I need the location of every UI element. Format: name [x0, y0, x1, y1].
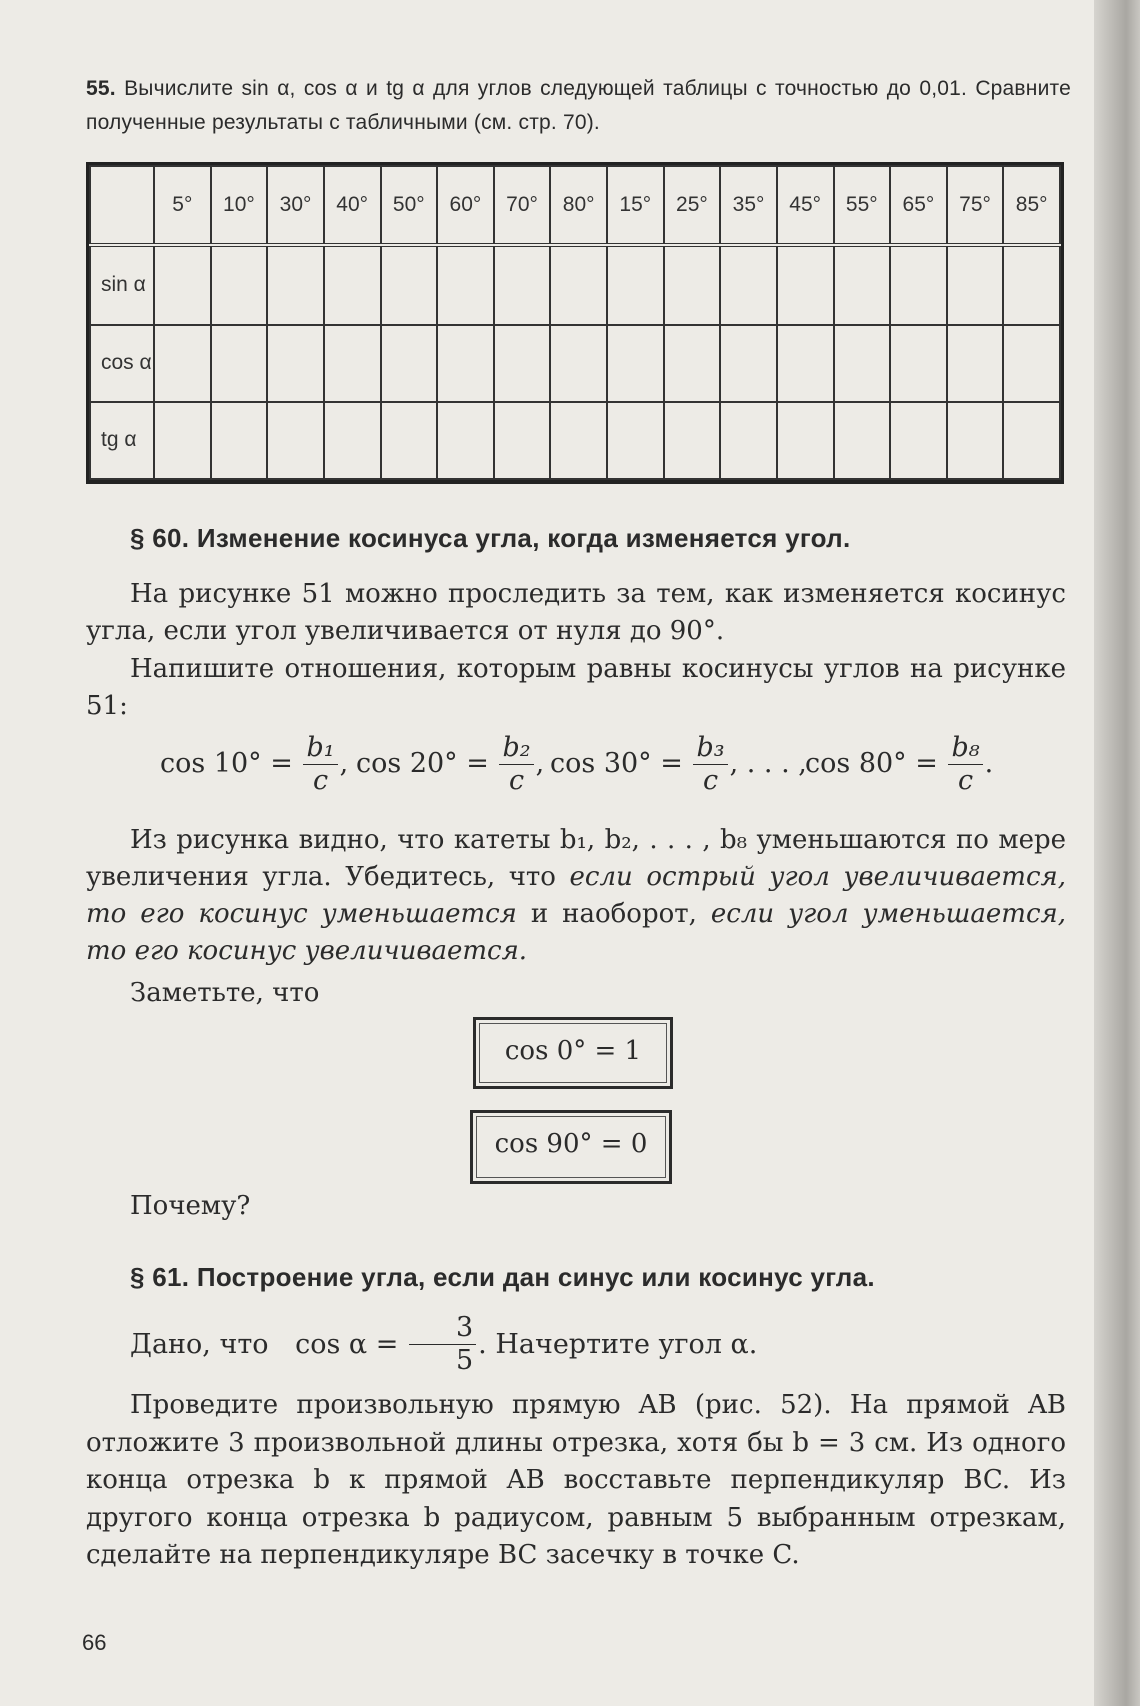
paragraph-3-italic-1: если острый угол увеличивается, то его косинус уменьшается	[86, 862, 1066, 929]
table-empty-cell	[324, 325, 381, 402]
formula-cos10-lhs: cos 10° =	[160, 748, 293, 779]
table-header-angle: 85°	[1003, 166, 1060, 245]
formula-cos20	[356, 728, 544, 800]
table-empty-cell	[154, 325, 211, 402]
page-number: 66	[82, 1630, 107, 1655]
table-empty-cell	[154, 402, 211, 479]
table-empty-cell	[267, 325, 324, 402]
table-empty-cell	[777, 325, 834, 402]
exercise-55	[86, 72, 1071, 140]
table-empty-cell	[437, 402, 494, 479]
table-header-angle: 25°	[664, 166, 721, 245]
exercise-text: Вычислите sin α, cos α и tg α для углов следующей таблицы с точностью до 0,01. Сравните полученные результаты с табличными (см. стр. 70).	[86, 77, 1071, 134]
formula-separator: .	[984, 748, 994, 779]
page-binding-shadow	[1094, 0, 1140, 1706]
table-empty-cell	[777, 402, 834, 479]
table-header-angle: 10°	[211, 166, 268, 245]
numerator-b1: b₁	[303, 732, 337, 765]
table-empty-cell	[777, 245, 834, 325]
table-empty-cell	[381, 402, 438, 479]
table-header-angle: 35°	[720, 166, 777, 245]
formula-separator: ,	[535, 748, 545, 779]
table-empty-cell	[720, 325, 777, 402]
table-empty-cell	[947, 402, 1004, 479]
table-empty-cell	[834, 402, 891, 479]
table-corner-cell	[90, 166, 154, 245]
formula-separator: , . . . ,	[729, 748, 807, 779]
numerator-3: 3	[409, 1312, 476, 1345]
table-empty-cell	[664, 325, 721, 402]
table-empty-cell	[154, 245, 211, 325]
table-empty-cell	[664, 245, 721, 325]
box-cos90: cos 90° = 0	[470, 1110, 672, 1184]
table-empty-cell	[437, 245, 494, 325]
table-header-angle: 55°	[834, 166, 891, 245]
section-61-title: § 61. Построение угла, если дан синус или косинус угла.	[130, 1262, 875, 1292]
table-empty-cell	[607, 402, 664, 479]
table-empty-cell	[550, 325, 607, 402]
table-empty-cell	[947, 325, 1004, 402]
table-empty-cell	[211, 245, 268, 325]
table-empty-cell	[437, 325, 494, 402]
table-empty-cell	[381, 325, 438, 402]
table-empty-cell	[494, 325, 551, 402]
numerator-b2: b₂	[499, 732, 533, 765]
denominator-5: 5	[455, 1345, 474, 1376]
formula-cos30	[550, 728, 807, 800]
section-60-paragraph-1: На рисунке 51 можно проследить за тем, как изменяется косинус угла, если угол увеличивается от нуля до 90°.	[86, 579, 1066, 646]
table-empty-cell	[211, 402, 268, 479]
table-header-angle: 5°	[154, 166, 211, 245]
table-empty-cell	[267, 402, 324, 479]
formula-cos10	[160, 728, 348, 800]
denominator-c: c	[312, 764, 329, 796]
table-empty-cell	[550, 402, 607, 479]
table-empty-cell	[834, 245, 891, 325]
denominator-c: c	[702, 764, 719, 796]
table-empty-cell	[664, 402, 721, 479]
given-cos-alpha: cos α =	[295, 1329, 399, 1360]
cosine-ratios-formula	[160, 728, 1040, 800]
denominator-c: c	[957, 764, 974, 796]
formula-cos80-lhs: cos 80° =	[805, 748, 938, 779]
table-row-label: cos α	[90, 325, 154, 402]
formula-cos20-lhs: cos 20° =	[356, 748, 489, 779]
note-text: Заметьте, что	[130, 978, 320, 1008]
table-empty-cell	[550, 245, 607, 325]
table-empty-cell	[324, 402, 381, 479]
numerator-b3: b₃	[693, 732, 727, 765]
section-61-paragraph-1: Проведите произвольную прямую AB (рис. 52). На прямой AB отложите 3 произвольной длины отрезка, хотя бы b = 3 см. Из одного конца отрезка b к прямой AB восставьте перпендикуляр BC. Из другого конца отрезка b радиусом, равным 5 выбранным отрезкам, сделайте на перпендикуляре BC засечку в точке C.	[86, 1390, 1066, 1570]
table-header-angle: 70°	[494, 166, 551, 245]
formula-cos80	[805, 728, 993, 800]
table-empty-cell	[381, 245, 438, 325]
table-empty-cell	[890, 402, 947, 479]
section-60-paragraph-2: Напишите отношения, которым равны косинусы углов на рисунке 51:	[86, 654, 1066, 721]
table-empty-cell	[607, 245, 664, 325]
table-empty-cell	[211, 325, 268, 402]
table-empty-cell	[494, 245, 551, 325]
table-empty-cell	[267, 245, 324, 325]
table-empty-cell	[1003, 402, 1060, 479]
table-header-angle: 40°	[324, 166, 381, 245]
table-empty-cell	[1003, 325, 1060, 402]
formula-separator: ,	[339, 748, 349, 779]
fraction-b2-c	[499, 732, 533, 797]
table-header-angle: 80°	[550, 166, 607, 245]
paragraph-3-start: Из рисунка видно, что катеты b₁, b₂, . . . , b₈ уменьшаются по мере увеличения угла. Убедитесь, что	[86, 825, 1066, 892]
why-question: Почему?	[130, 1191, 251, 1221]
exercise-number: 55.	[86, 77, 116, 100]
section-60-title: § 60. Изменение косинуса угла, когда изменяется угол.	[130, 523, 851, 553]
paragraph-3-italic-2: если угол уменьшается, то его косинус увеличивается.	[86, 899, 1067, 966]
table-empty-cell	[720, 402, 777, 479]
given-start: Дано, что	[130, 1329, 269, 1360]
section-60-paragraph-3	[86, 822, 1066, 970]
table-header-angle: 45°	[777, 166, 834, 245]
table-row-label: sin α	[90, 245, 154, 325]
table-row-cos	[90, 325, 1060, 402]
table-row-sin	[90, 245, 1060, 325]
table-empty-cell	[607, 325, 664, 402]
box-cos0: cos 0° = 1	[473, 1017, 673, 1089]
table-header-angle: 75°	[947, 166, 1004, 245]
table-header-angle: 60°	[437, 166, 494, 245]
table-empty-cell	[834, 325, 891, 402]
fraction-3-5	[409, 1312, 476, 1377]
table-header-angle: 30°	[267, 166, 324, 245]
table-empty-cell	[890, 245, 947, 325]
table-header-angle: 65°	[890, 166, 947, 245]
numerator-b8: b₈	[948, 732, 982, 765]
table-header-row	[90, 166, 1060, 245]
denominator-c: c	[508, 764, 525, 796]
trig-table	[86, 162, 1064, 484]
formula-cos30-lhs: cos 30° =	[550, 748, 683, 779]
paragraph-3-middle: и наоборот,	[516, 899, 711, 929]
fraction-b8-c	[948, 732, 982, 797]
table-empty-cell	[324, 245, 381, 325]
given-end: . Начертите угол α.	[478, 1329, 758, 1360]
table-empty-cell	[720, 245, 777, 325]
table-row-label: tg α	[90, 402, 154, 479]
given-line	[86, 1312, 1066, 1382]
fraction-b1-c	[303, 732, 337, 797]
table-empty-cell	[890, 325, 947, 402]
table-empty-cell	[1003, 245, 1060, 325]
fraction-b3-c	[693, 732, 727, 797]
table-empty-cell	[947, 245, 1004, 325]
table-empty-cell	[494, 402, 551, 479]
table-header-angle: 50°	[381, 166, 438, 245]
table-row-tg	[90, 402, 1060, 479]
table-header-angle: 15°	[607, 166, 664, 245]
